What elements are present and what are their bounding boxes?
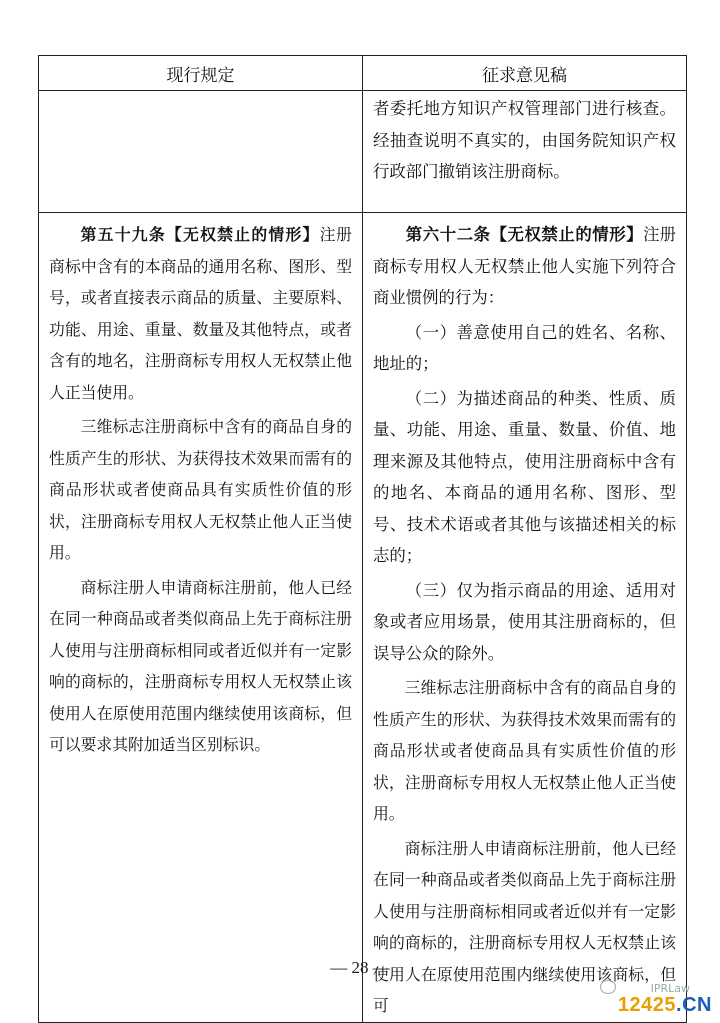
continuation-right-cell (363, 91, 687, 213)
right-item-1: （一）善意使用自己的姓名、名称、地址的； (373, 322, 676, 373)
left-article-p1-text: 注册商标中含有的本商品的通用名称、图形、型号，或者直接表示商品的质量、主要原料、功能、用途、重量、数量及其他特点，或者含有的地名，注册商标专用权人无权禁止他人正当使用。 (49, 225, 352, 402)
watermark-number: 12425 (617, 994, 677, 1016)
wechat-icon (600, 980, 616, 994)
header-current-rules: 现行规定 (39, 56, 363, 91)
left-article-p3: 商标注册人申请商标注册前，他人已经在同一种商品或者类似商品上先于商标注册人使用与注册商标相同或者近似并有一定影响的商标的，注册商标专用权人无权禁止该使用人在原使用范围内继续使用该商标，但可以要求其附加适当区别标识。 (49, 577, 352, 754)
right-item-2: （二）为描述商品的种类、性质、质量、功能、用途、重量、数量、价值、地理来源及其他特点，使用注册商标中含有的地名、本商品的通用名称、图形、型号、技术术语或者其他与该描述相关的标志的； (373, 388, 676, 565)
header-draft: 征求意见稿 (363, 56, 687, 91)
watermark-logo (618, 994, 712, 1017)
right-item-3: （三）仅为指示商品的用途、适用对象或者应用场景，使用其注册商标的，但误导公众的除外。 (373, 580, 676, 663)
left-article-cell (39, 213, 363, 1023)
right-article-p1-text: 注册商标专用权人无权禁止他人实施下列符合商业惯例的行为： (373, 225, 677, 307)
continuation-text: 者委托地方知识产权管理部门进行核查。经抽查说明不真实的，由国务院知识产权行政部门撤销该注册商标。 (373, 99, 676, 181)
right-article-p2: 三维标志注册商标中含有的商品自身的性质产生的形状、为获得技术效果而需有的商品形状或者使商品具有实质性价值的形状，注册商标专用权人无权禁止他人正当使用。 (373, 678, 676, 823)
right-article-cell (363, 213, 687, 1023)
continuation-left-cell (39, 91, 363, 213)
comparison-table (38, 55, 687, 1023)
left-article-title: 第五十九条【无权禁止的情形】 (80, 225, 320, 244)
right-article-title: 第六十二条【无权禁止的情形】 (405, 225, 644, 244)
left-article-p1 (49, 219, 352, 408)
watermark-domain: .CN (676, 994, 712, 1016)
right-article-p3: 商标注册人申请商标注册前，他人已经在同一种商品或者类似商品上先于商标注册人使用与注册商标相同或者近似并有一定影响的商标的，注册商标专用权人无权禁止该使用人在原使用范围内继续使用该商标，但可 (373, 838, 676, 1015)
watermark-account: IPRLaw (650, 982, 690, 995)
left-article-p2: 三维标志注册商标中含有的商品自身的性质产生的形状、为获得技术效果而需有的商品形状或者使商品具有实质性价值的形状，注册商标专用权人无权禁止他人正当使用。 (49, 417, 352, 562)
page-number: — 28 — (330, 958, 390, 977)
right-article-p1 (373, 219, 676, 314)
